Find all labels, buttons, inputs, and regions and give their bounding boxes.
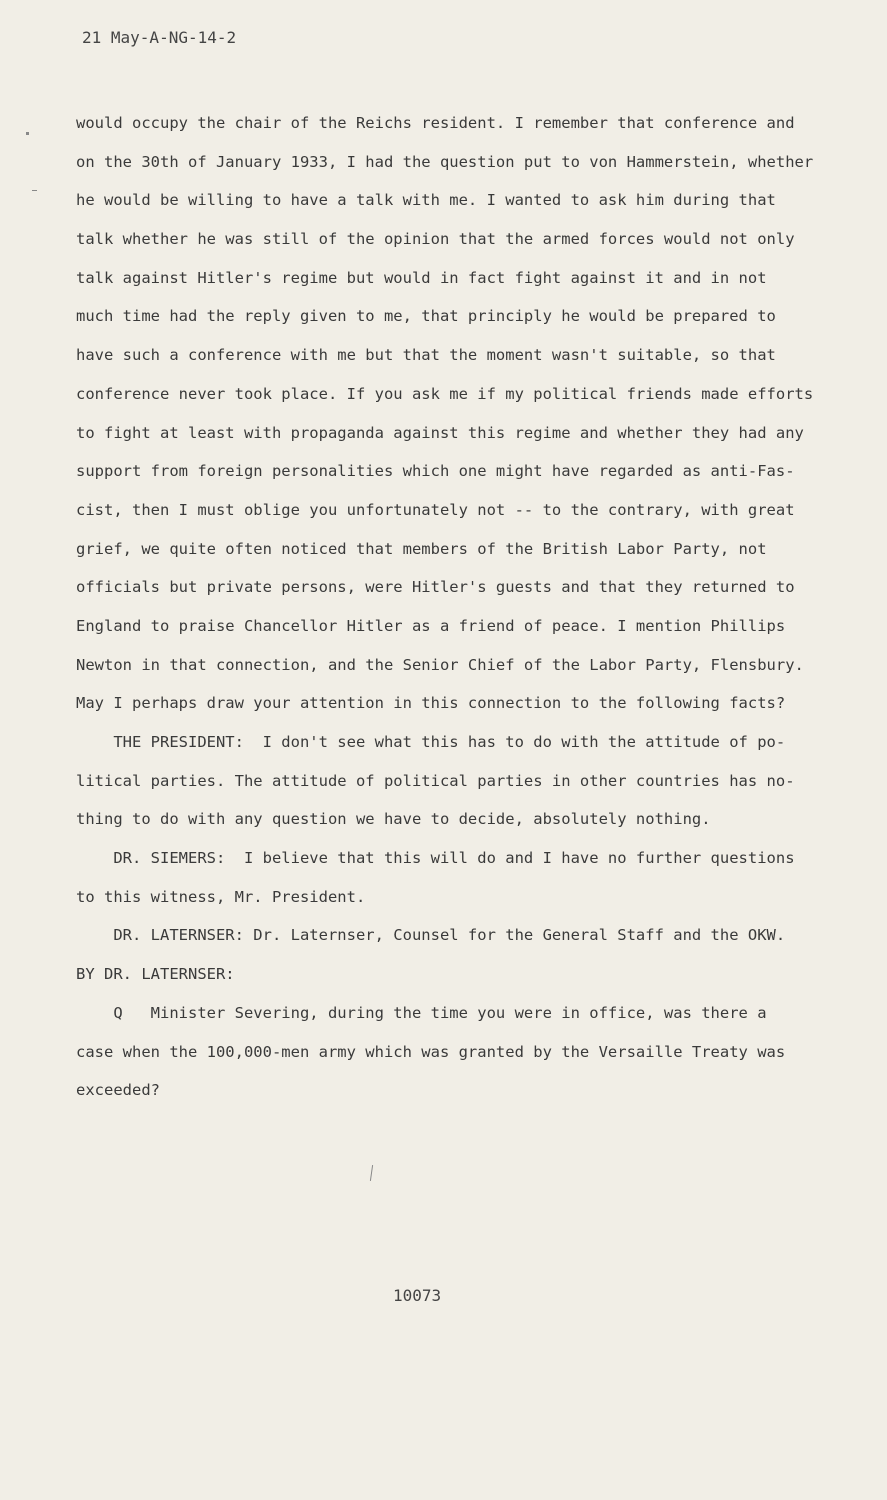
text-line: to fight at least with propaganda against this regime and whether they had any: [76, 423, 804, 442]
text-line: conference never took place. If you ask me if my political friends made efforts: [76, 384, 814, 403]
text-line: talk against Hitler's regime but would in fact fight against it and in not: [76, 268, 767, 287]
margin-mark: [32, 190, 37, 191]
document-header: 21 May-A-NG-14-2: [82, 28, 237, 47]
text-line: cist, then I must oblige you unfortunately not -- to the contrary, with great: [76, 500, 795, 519]
text-line: have such a conference with me but that the moment wasn't suitable, so that: [76, 346, 776, 365]
text-line: support from foreign personalities which one might have regarded as anti-Fas-: [76, 462, 795, 481]
text-line: to this witness, Mr. President.: [76, 887, 366, 906]
text-line: THE PRESIDENT: I don't see what this has to do with the attitude of po-: [76, 733, 786, 751]
text-line: DR. LATERNSER: Dr. Laternser, Counsel for the General Staff and the OKW.: [76, 926, 786, 945]
text-line: officials but private persons, were Hitler's guests and that they returned to: [76, 578, 795, 597]
text-line: he would be willing to have a talk with me. I wanted to ask him during that: [76, 191, 776, 210]
text-line: BY DR. LATERNSER:: [76, 965, 235, 984]
text-line: DR. SIEMERS: I believe that this will do and I have no further questions: [76, 849, 795, 868]
text-line: May I perhaps draw your attention in this connection to the following facts?: [76, 694, 786, 713]
text-line: on the 30th of January 1933, I had the question put to von Hammerstein, whether: [76, 152, 814, 171]
text-line: litical parties. The attitude of political parties in other countries has no-: [76, 771, 795, 790]
text-line: thing to do with any question we have to decide, absolutely nothing.: [76, 810, 711, 829]
text-line: England to praise Chancellor Hitler as a friend of peace. I mention Phillips: [76, 616, 786, 635]
text-line: Q Minister Severing, during the time you were in office, was there a: [76, 1003, 767, 1022]
text-line: grief, we quite often noticed that members of the British Labor Party, not: [76, 539, 767, 558]
text-line: would occupy the chair of the Reichs resident. I remember that conference and: [76, 114, 795, 132]
page-number: 10073: [393, 1286, 442, 1305]
text-line: exceeded?: [76, 1081, 160, 1100]
text-line: case when the 100,000-men army which was granted by the Versaille Treaty was: [76, 1042, 786, 1061]
text-line: talk whether he was still of the opinion that the armed forces would not only: [76, 230, 795, 249]
text-line: Newton in that connection, and the Senior Chief of the Labor Party, Flensbury.: [76, 655, 804, 674]
margin-mark: [26, 132, 29, 135]
text-line: much time had the reply given to me, that principly he would be prepared to: [76, 307, 776, 326]
document-body: [76, 104, 846, 1110]
stray-mark: [370, 1165, 373, 1181]
